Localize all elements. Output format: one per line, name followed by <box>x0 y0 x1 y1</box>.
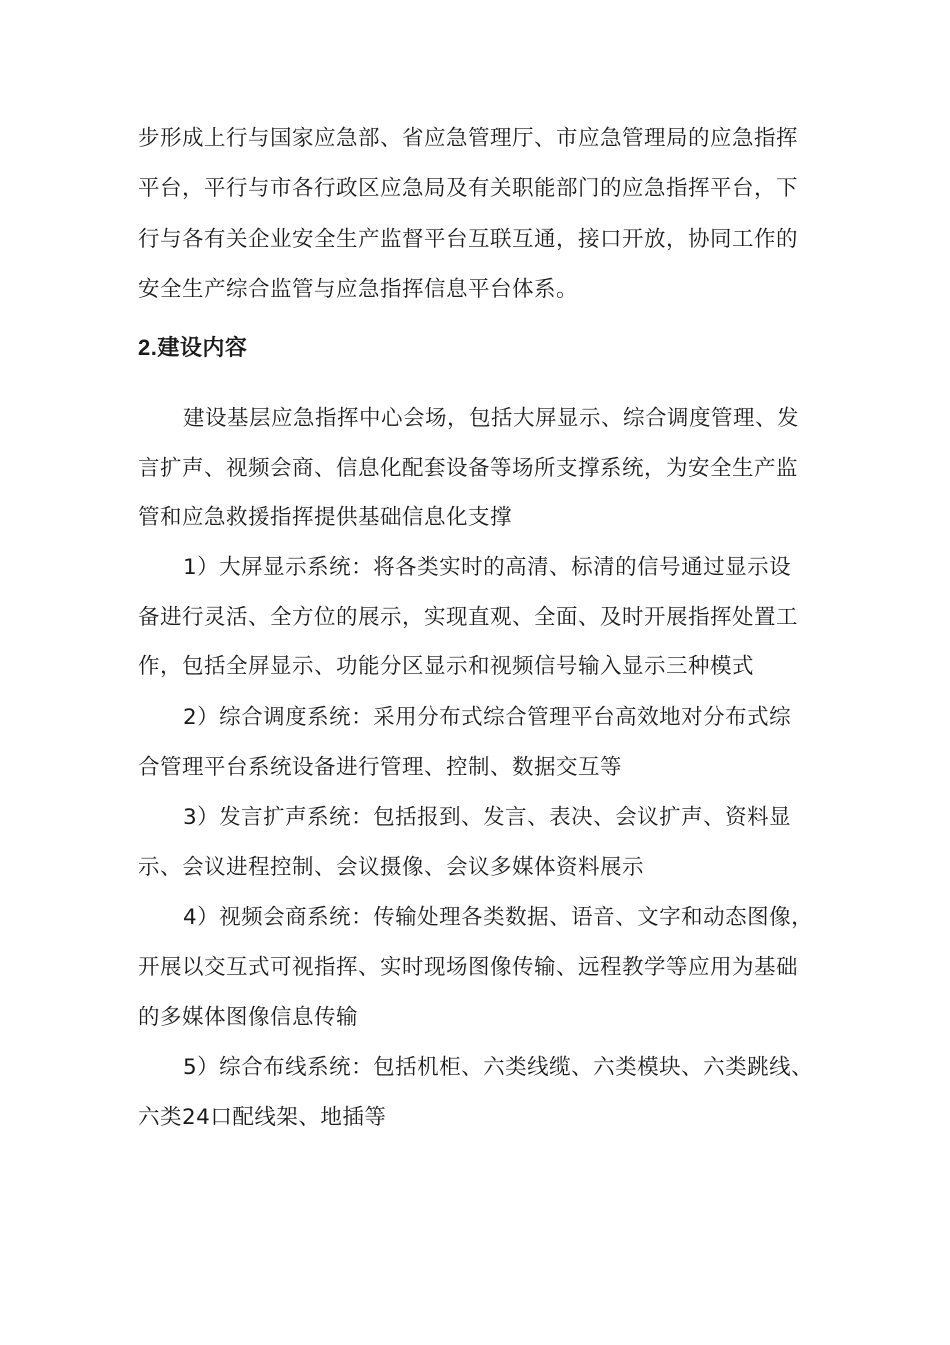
summary-line: 建设基层应急指挥中心会场，包括大屏显示、综合调度管理、发 <box>183 406 800 431</box>
list-item-line: 5）综合布线系统：包括机柜、六类线缆、六类模块、六类跳线、 <box>183 1055 814 1080</box>
list-item-line: 1）大屏显示系统：将各类实时的高清、标清的信号通过显示设 <box>183 555 792 580</box>
list-item-line: 3）发言扩声系统：包括报到、发言、表决、会议扩声、资料显 <box>183 805 792 830</box>
intro-line: 安全生产综合监管与应急指挥信息平台体系。 <box>138 277 579 302</box>
list-item-line: 作，包括全屏显示、功能分区显示和视频信号输入显示三种模式 <box>138 654 755 679</box>
list-item-line: 2）综合调度系统：采用分布式综合管理平台高效地对分布式综 <box>183 705 792 730</box>
intro-line: 行与各有关企业安全生产监督平台互联互通，接口开放，协同工作的 <box>138 227 799 252</box>
list-item-line: 示、会议进程控制、会议摄像、会议多媒体资料展示 <box>138 855 645 880</box>
list-item-line: 备进行灵活、全方位的展示，实现直观、全面、及时开展指挥处置工 <box>138 605 799 630</box>
list-item-line: 开展以交互式可视指挥、实时现场图像传输、远程教学等应用为基础 <box>138 955 799 980</box>
summary-line: 管和应急救援指挥提供基础信息化支撑 <box>138 505 513 530</box>
summary-line: 言扩声、视频会商、信息化配套设备等场所支撑系统，为安全生产监 <box>138 456 799 481</box>
intro-line: 平台，平行与市各行政区应急局及有关职能部门的应急指挥平台，下 <box>138 176 799 201</box>
section-heading: 2.建设内容 <box>138 335 248 360</box>
list-item-line: 合管理平台系统设备进行管理、控制、数据交互等 <box>138 755 623 780</box>
intro-line: 步形成上行与国家应急部、省应急管理厅、市应急管理局的应急指挥 <box>138 126 799 151</box>
list-item-line: 六类24口配线架、地插等 <box>138 1105 387 1130</box>
list-item-line: 4）视频会商系统：传输处理各类数据、语音、文字和动态图像， <box>183 905 814 930</box>
list-item-line: 的多媒体图像信息传输 <box>138 1005 359 1030</box>
